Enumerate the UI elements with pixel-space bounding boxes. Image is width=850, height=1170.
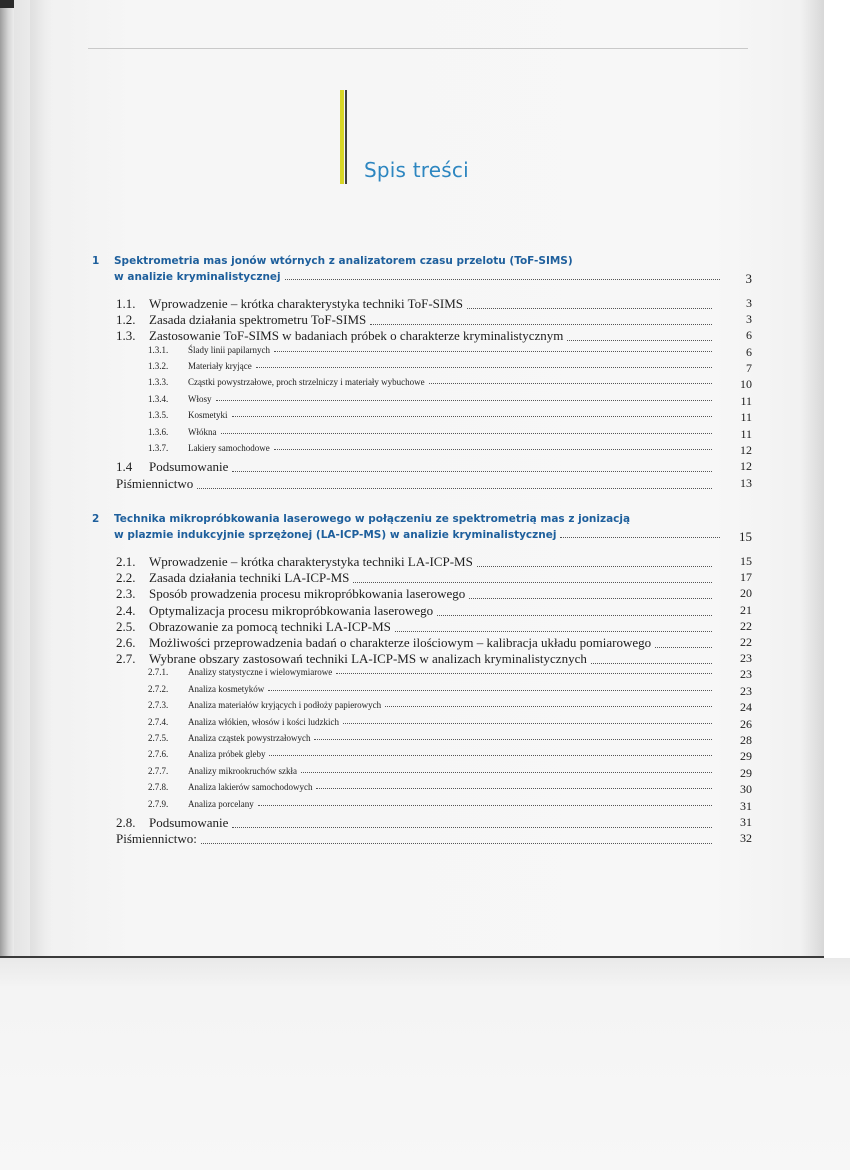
toc-entry-number: 1.4 — [116, 459, 133, 475]
chapter-heading — [92, 255, 752, 267]
toc-subentry — [148, 345, 716, 355]
toc-entry — [116, 603, 716, 619]
leader-dots — [216, 399, 713, 401]
leader-dots — [591, 662, 712, 664]
leader-dots — [353, 581, 712, 583]
leader-dots — [314, 738, 712, 740]
chapter-title-line1: Technika mikropróbkowania laserowego w połączeniu ze spektrometrią mas z jonizacją — [114, 513, 631, 525]
toc-subentry — [148, 733, 716, 743]
toc-entry-title: Piśmiennictwo: — [116, 831, 197, 847]
chapter-number: 2 — [92, 513, 100, 525]
toc-entry-page: 12 — [740, 443, 752, 457]
toc-subentry — [148, 717, 716, 727]
leader-dots — [221, 432, 713, 434]
leader-dots — [274, 350, 712, 352]
toc-entry-number: 2.7.2. — [148, 683, 169, 694]
toc-entry-number: 2.7. — [116, 651, 136, 667]
page-title: Spis treści — [364, 158, 469, 182]
leader-dots — [469, 597, 712, 599]
toc-entry — [116, 619, 716, 635]
toc-entry-page: 3 — [746, 296, 752, 310]
toc-entry-title: Zasada działania techniki LA-ICP-MS — [149, 570, 350, 586]
toc-subentry — [148, 749, 716, 759]
toc-entry — [116, 570, 716, 586]
toc-entry-title: Włókna — [188, 426, 217, 437]
toc-entry-page: 29 — [740, 765, 752, 780]
leader-dots — [268, 689, 712, 691]
toc-entry-page: 6 — [746, 344, 752, 359]
toc-entry-page: 11 — [740, 410, 752, 425]
toc-entry-number: 1.3.2. — [148, 361, 169, 371]
toc-entry-title: Sposób prowadzenia procesu mikropróbkowania laserowego — [149, 586, 466, 602]
toc-entry-number: 2.7.3. — [148, 700, 169, 711]
leader-dots — [197, 487, 712, 489]
toc-subentry — [148, 766, 716, 776]
toc-entry-page: 11 — [740, 393, 752, 408]
chapter-title-line1: Spektrometria mas jonów wtórnych z analizatorem czasu przelotu (ToF-SIMS) — [114, 255, 573, 267]
toc-entry-title: Ślady linii papilarnych — [188, 344, 270, 355]
toc-subentry — [148, 410, 716, 420]
leader-dots — [385, 705, 712, 707]
toc-entry-title: Analizy mikrookruchów szkła — [188, 765, 297, 776]
toc-entry-page: 29 — [740, 749, 752, 764]
toc-entry-page: 28 — [740, 733, 752, 747]
toc-entry-title: Możliwości przeprowadzenia badań o charakterze ilościowym – kalibracja układu pomiarowego — [149, 635, 652, 650]
toc-entry — [116, 635, 716, 651]
scanner-background — [0, 958, 850, 1170]
toc-entry-title: Analiza porcelany — [188, 798, 254, 809]
toc-subentry — [148, 667, 716, 677]
toc-entry-page: 6 — [746, 328, 752, 343]
toc-entry — [116, 312, 716, 328]
toc-entry-number: 2.8. — [116, 815, 136, 830]
toc-entry-page: 11 — [740, 426, 752, 441]
leader-dots — [232, 415, 713, 417]
toc-entry-number: 1.3.5. — [148, 410, 169, 421]
leader-dots — [655, 646, 712, 648]
leader-dots — [285, 278, 720, 280]
toc-entry — [116, 815, 716, 831]
toc-subentry — [148, 684, 716, 694]
chapter-page: 15 — [739, 529, 752, 544]
toc-entry-title: Wybrane obszary zastosowań techniki LA-ICP-MS w analizach kryminalistycznych — [149, 651, 587, 667]
leader-dots — [256, 366, 712, 368]
toc-entry-number: 1.1. — [116, 296, 136, 311]
toc-entry-number: 1.3.1. — [148, 344, 169, 355]
toc-entry-page: 20 — [740, 586, 752, 601]
toc-entry-page: 24 — [740, 700, 752, 715]
chapter-heading-line2 — [114, 529, 724, 541]
toc-entry-title: Analiza materiałów kryjących i podłoży papierowych — [188, 700, 382, 711]
leader-dots — [258, 804, 712, 806]
toc-entry — [116, 296, 716, 312]
toc-subentry — [148, 799, 716, 809]
toc-references — [116, 476, 716, 492]
toc-entry-page: 31 — [740, 815, 752, 829]
leader-dots — [370, 323, 712, 325]
toc-entry-number: 2.7.7. — [148, 765, 169, 776]
toc-entry-number: 2.7.5. — [148, 733, 169, 743]
toc-entry-title: Analiza lakierów samochodowych — [188, 782, 313, 793]
leader-dots — [274, 448, 712, 450]
toc-entry-number: 2.7.8. — [148, 782, 169, 793]
leader-dots — [316, 787, 712, 789]
toc-entry-page: 31 — [740, 798, 752, 813]
leader-dots — [395, 630, 712, 632]
toc-entry-title: Włosy — [188, 393, 212, 404]
leader-dots — [201, 842, 712, 844]
toc-entry-title: Podsumowanie — [149, 815, 229, 830]
leader-dots — [567, 339, 712, 341]
toc-entry — [116, 328, 716, 344]
chapter-number: 1 — [92, 255, 100, 267]
toc-entry-title: Analiza cząstek powystrzałowych — [188, 733, 311, 743]
toc-entry-page: 7 — [746, 361, 752, 375]
leader-dots — [232, 826, 712, 828]
leader-dots — [343, 722, 712, 724]
toc-entry-page: 22 — [740, 618, 752, 633]
toc-entry-title: Piśmiennictwo — [116, 475, 194, 491]
toc-entry-number: 2.5. — [116, 618, 136, 634]
toc-subentry — [148, 394, 716, 404]
leader-dots — [467, 307, 712, 309]
toc-entry-number: 2.7.4. — [148, 716, 169, 727]
toc-entry-title: Zastosowanie ToF-SIMS w badaniach próbek o charakterze kryminalistycznym — [149, 328, 564, 344]
toc-entry-number: 2.1. — [116, 554, 136, 569]
toc-entry-number: 2.3. — [116, 586, 136, 602]
toc-entry-title: Obrazowanie za pomocą techniki LA-ICP-MS — [149, 618, 391, 634]
toc-entry-page: 12 — [740, 459, 752, 474]
toc-entry-title: Analiza kosmetyków — [188, 683, 265, 694]
toc-entry-number: 2.7.9. — [148, 798, 169, 809]
toc-entry-page: 22 — [740, 635, 752, 649]
chapter-title-line2: w plazmie indukcyjnie sprzężonej (LA-ICP-MS) w analizie kryminalistycznej — [114, 529, 557, 541]
toc-entry-title: Analizy statystyczne i wielowymiarowe — [188, 667, 333, 678]
toc-entry — [116, 554, 716, 570]
toc-entry-number: 2.4. — [116, 602, 136, 618]
toc-entry-number: 2.7.6. — [148, 749, 169, 760]
toc-entry-page: 21 — [740, 602, 752, 617]
toc-subentry — [148, 782, 716, 792]
toc-entry-number: 1.3. — [116, 328, 136, 344]
toc-entry-number: 1.3.7. — [148, 443, 169, 453]
toc-entry-page: 3 — [746, 312, 752, 327]
leader-dots — [301, 771, 712, 773]
toc-subentry — [148, 443, 716, 453]
toc-entry-title: Wprowadzenie – krótka charakterystyka techniki LA-ICP-MS — [149, 554, 473, 569]
toc-entry — [116, 586, 716, 602]
toc-subentry — [148, 377, 716, 387]
toc-entry-number: 2.7.1. — [148, 667, 169, 678]
toc-entry-page: 15 — [740, 554, 752, 568]
toc-entry-title: Analiza próbek gleby — [188, 749, 266, 760]
toc-entry-page: 23 — [740, 683, 752, 698]
toc-entry-title: Analiza włókien, włosów i kości ludzkich — [188, 716, 339, 727]
toc-entry-number: 1.2. — [116, 312, 136, 328]
toc-subentry — [148, 361, 716, 371]
chapter-heading-line2 — [114, 271, 724, 283]
toc-entry-title: Kosmetyki — [188, 410, 228, 421]
toc-entry-number: 1.3.6. — [148, 426, 169, 437]
toc-entry-title: Zasada działania spektrometru ToF-SIMS — [149, 312, 367, 328]
leader-dots — [269, 754, 712, 756]
leader-dots — [336, 672, 712, 674]
toc-entry-title: Wprowadzenie – krótka charakterystyka techniki ToF-SIMS — [149, 296, 464, 311]
leader-dots — [429, 382, 712, 384]
toc-entry-title: Podsumowanie — [149, 459, 229, 475]
toc-entry-page: 23 — [740, 651, 752, 666]
toc-entry-page: 26 — [740, 716, 752, 731]
leader-dots — [477, 565, 712, 567]
toc-subentry — [148, 427, 716, 437]
toc-entry-page: 10 — [740, 377, 752, 392]
leader-dots — [437, 614, 712, 616]
toc-entry-page: 30 — [740, 782, 752, 797]
chapter-title-line2: w analizie kryminalistycznej — [114, 271, 281, 283]
toc-entry-title: Cząstki powystrzałowe, proch strzelniczy i materiały wybuchowe — [188, 377, 425, 388]
toc-entry-number: 2.6. — [116, 635, 136, 650]
toc-entry-number: 1.3.3. — [148, 377, 169, 388]
toc-entry-number: 1.3.4. — [148, 393, 169, 404]
chapter-heading — [92, 513, 752, 525]
toc-entry-page: 13 — [740, 475, 752, 490]
toc-entry-title: Lakiery samochodowe — [188, 443, 270, 453]
toc-subentry — [148, 700, 716, 710]
toc-entry-number: 2.2. — [116, 570, 136, 586]
toc-entry-page: 32 — [740, 831, 752, 846]
toc-entry — [116, 459, 716, 475]
toc-entry-page: 17 — [740, 570, 752, 585]
leader-dots — [560, 536, 720, 538]
toc-entry-page: 23 — [740, 667, 752, 682]
leader-dots — [232, 470, 712, 472]
toc-entry-title: Materiały kryjące — [188, 361, 252, 371]
toc-references — [116, 831, 716, 847]
chapter-page: 3 — [745, 271, 752, 286]
toc-entry-title: Optymalizacja procesu mikropróbkowania laserowego — [149, 602, 434, 618]
toc-entry — [116, 651, 716, 667]
